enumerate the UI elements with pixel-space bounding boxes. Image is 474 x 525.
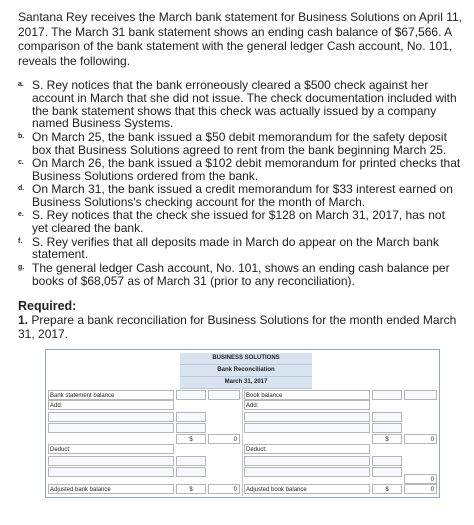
book-add-amount-1[interactable] — [372, 412, 402, 422]
bank-add-amount-2[interactable] — [176, 423, 206, 433]
adjusted-bank-currency: $ — [176, 484, 206, 494]
bank-balance-amount[interactable] — [208, 390, 240, 400]
required-number: 1. — [18, 313, 29, 327]
book-deduct-subtotal: 0 — [404, 474, 437, 484]
item-text: S. Rey notices that the bank erroneously cleared a $500 check against her account in March that she did not issue. The check documentation included with the bank statement shows that this check was actually issued by a company named Business Systems. — [32, 78, 457, 131]
problem-intro: Santana Rey receives the March bank statement for Business Solutions on April 11, 2017. The March 31 bank statement shows an ending cash balance of $67,566. A comparison of the bank statement with the general ledger Cash account, No. 101, reveals the following. — [18, 10, 463, 68]
book-deduct-entry-1[interactable] — [244, 456, 370, 466]
bank-add-label: Add: — [48, 400, 174, 410]
book-balance-label: Book balance — [244, 390, 370, 400]
list-item — [18, 79, 464, 130]
list-item — [18, 262, 464, 288]
item-marker: f. — [18, 237, 23, 245]
bank-balance-label: Bank statement balance — [48, 390, 174, 400]
book-deduct-label: Deduct: — [244, 444, 370, 454]
bank-deduct-entry-2[interactable] — [48, 467, 174, 477]
list-item — [18, 157, 464, 183]
item-text: S. Rey verifies that all deposits made in March do appear on the March bank statement. — [32, 234, 439, 262]
book-add-amount-2[interactable] — [372, 423, 402, 433]
items-list — [18, 79, 464, 288]
book-add-entry-2[interactable] — [244, 423, 370, 433]
book-balance-currency[interactable] — [372, 390, 402, 400]
book-deduct-amount-1[interactable] — [372, 456, 402, 466]
bank-add-amount-1[interactable] — [176, 412, 206, 422]
bank-deduct-label: Deduct: — [48, 444, 174, 454]
adjusted-book-balance-label: Adjusted book balance — [244, 484, 370, 494]
item-marker: e. — [18, 211, 24, 219]
required-instruction: Prepare a bank reconciliation for Business Solutions for the month ended March 31, 2017. — [18, 313, 457, 341]
adjusted-bank-balance: 0 — [208, 484, 240, 494]
list-item — [18, 183, 464, 209]
item-marker: d. — [18, 185, 25, 193]
list-item — [18, 236, 464, 262]
item-marker: g. — [18, 263, 25, 271]
bank-add-entry-2[interactable] — [48, 423, 174, 433]
required-heading: Required: — [18, 299, 77, 313]
item-text: On March 25, the bank issued a $50 debit memorandum for the safety deposit box that Business Solutions agreed to rent from the bank beginning March 25. — [32, 129, 447, 157]
book-add-subtotal: 0 — [404, 434, 437, 444]
recon-date: March 31, 2017 — [180, 377, 312, 389]
bank-balance-currency[interactable] — [176, 390, 206, 400]
item-marker: b. — [18, 132, 25, 140]
book-deduct-amount-2[interactable] — [372, 467, 402, 477]
book-add-entry-1[interactable] — [244, 412, 370, 422]
adjusted-book-currency: $ — [372, 484, 402, 494]
item-marker: a. — [18, 81, 24, 88]
item-text: The general ledger Cash account, No. 101, shows an ending cash balance per books of $68,057 as of March 31 (prior to any reconciliation). — [32, 260, 450, 288]
book-add-subtotal-currency: $ — [372, 434, 402, 444]
item-marker: c. — [18, 158, 24, 166]
list-item — [18, 131, 464, 157]
bank-deduct-amount-2[interactable] — [176, 467, 206, 477]
required-text — [18, 313, 464, 341]
adjusted-book-balance: 0 — [404, 484, 437, 494]
bank-reconciliation-table — [45, 349, 440, 498]
list-item — [18, 209, 464, 235]
bank-add-subtotal: 0 — [208, 434, 240, 444]
item-text: S. Rey notices that the check she issued for $128 on March 31, 2017, has not yet cleared the bank. — [32, 208, 445, 236]
bank-add-entry-1[interactable] — [48, 412, 174, 422]
recon-subtitle: Bank Reconciliation — [180, 365, 312, 377]
item-text: On March 31, the bank issued a credit memorandum for $33 interest earned on Business Solutions's checking account for the month of March. — [32, 182, 453, 209]
bank-deduct-amount-1[interactable] — [176, 456, 206, 466]
recon-company-title: BUSINESS SOLUTIONS — [180, 353, 312, 365]
item-text: On March 26, the bank issued a $102 debit memorandum for printed checks that Business Solutions ordered from the bank. — [32, 155, 461, 183]
bank-add-subtotal-currency: $ — [176, 434, 206, 444]
column-divider — [242, 388, 243, 496]
book-deduct-entry-2[interactable] — [244, 467, 370, 477]
book-add-label: Add: — [244, 400, 370, 410]
book-balance-amount[interactable] — [404, 390, 437, 400]
bank-deduct-entry-1[interactable] — [48, 456, 174, 466]
adjusted-bank-balance-label: Adjusted bank balance — [48, 484, 174, 494]
